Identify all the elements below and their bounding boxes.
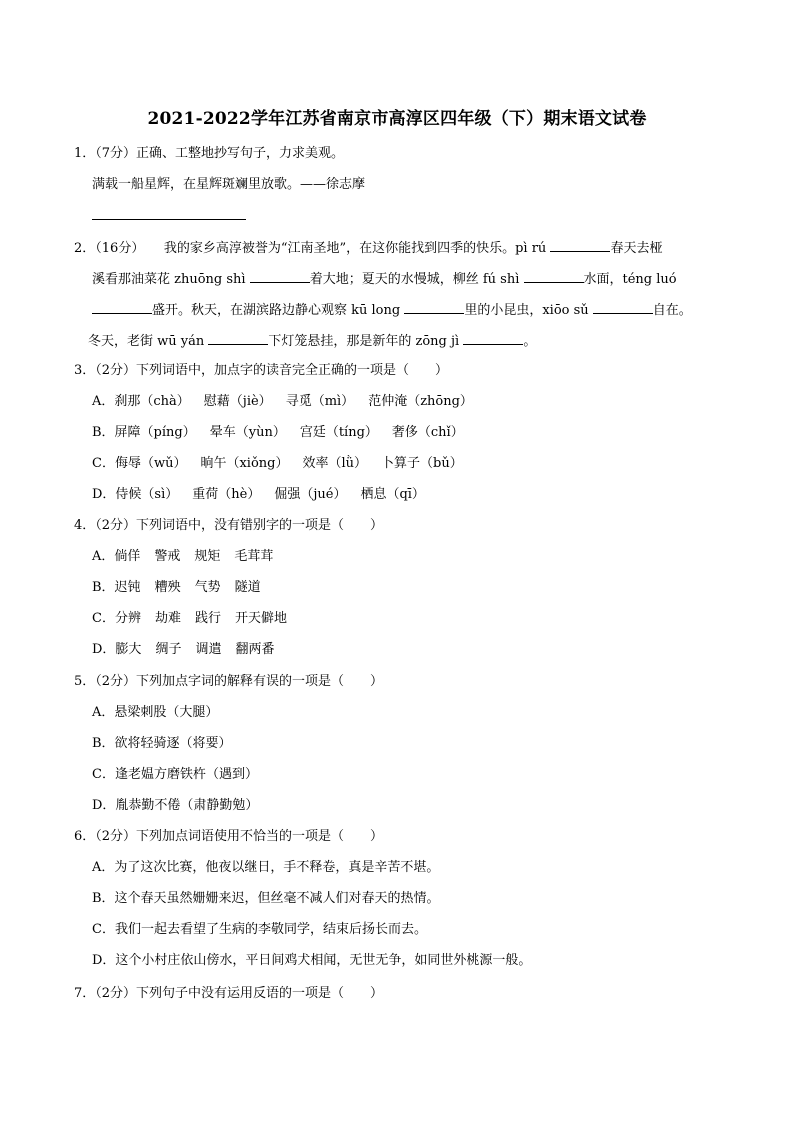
q2-blank-2[interactable] — [250, 269, 310, 283]
question-3-heading: 3．（2分）下列词语中，加点字的读音完全正确的一项是（ ） — [74, 363, 449, 378]
option-word: C．侮辱（wǔ） — [92, 456, 187, 471]
option-word: 栖息（qī） — [360, 487, 425, 502]
q2-blank-4[interactable] — [92, 300, 152, 314]
q2-text: 溪看那油菜花 zhuōng shì — [92, 272, 250, 287]
q2-text: 冬天，老街 wū yán — [88, 334, 209, 349]
option-word: D．膨大 — [92, 642, 142, 657]
question-6-option-d[interactable]: D．这个小村庄依山傍水，平日间鸡犬相闻，无世无争，如同世外桃源一般。 — [92, 953, 532, 968]
option-word: D．侍候（sì） — [92, 487, 179, 502]
option-word: 卜算子（bǔ） — [381, 456, 463, 471]
option-word: 调遣 — [195, 642, 222, 657]
question-1-heading: 1．（7分）正确、工整地抄写句子，力求美观。 — [74, 146, 345, 161]
question-4-option-c[interactable] — [92, 610, 301, 628]
option-word: 气势 — [194, 580, 221, 595]
q2-text: 盛开。秋天，在湖滨路边静心观察 kū long — [152, 303, 405, 318]
option-word: 效率（lǜ） — [302, 456, 367, 471]
question-5-option-d[interactable]: D．胤恭勤不倦（肃静勤勉） — [92, 798, 259, 813]
q2-text: 水面，téng luó — [583, 272, 677, 287]
question-6-option-c[interactable]: C．我们一起去看望了生病的李敬同学，结束后扬长而去。 — [92, 922, 427, 937]
option-word: A．倘佯 — [92, 549, 141, 564]
option-word: B．屏障（píng） — [92, 425, 196, 440]
question-4-heading: 4．（2分）下列词语中，没有错别字的一项是（ ） — [74, 518, 384, 533]
q2-text: 春天去桠 — [610, 241, 663, 256]
option-word: 绸子 — [155, 642, 182, 657]
option-word: 晕车（yùn） — [209, 425, 286, 440]
option-word: 隧道 — [234, 580, 261, 595]
q2-text: 2．（16分） 我的家乡高淳被誉为“江南圣地”，在这你能找到四季的快乐。pì rú — [74, 241, 551, 256]
q2-text: 自在。 — [652, 303, 692, 318]
option-word: 劫难 — [154, 611, 181, 626]
q2-text: 下灯笼悬挂，那是新年的 zōng jì — [268, 334, 464, 349]
option-word: 重荷（hè） — [192, 487, 261, 502]
option-word: 糟殃 — [154, 580, 181, 595]
option-word: B．迟钝 — [92, 580, 141, 595]
question-4-option-b[interactable] — [92, 579, 275, 597]
q2-blank-8[interactable] — [463, 331, 523, 345]
question-3-option-c[interactable] — [92, 455, 477, 473]
question-6-option-a[interactable]: A．为了这次比赛，他夜以继日，手不释卷，真是辛苦不堪。 — [92, 860, 440, 875]
question-7-heading: 7．（2分）下列句子中没有运用反语的一项是（ ） — [74, 986, 384, 1001]
question-2-line-3 — [92, 300, 692, 320]
option-word: 慰藉（jiè） — [203, 394, 272, 409]
question-4-option-a[interactable] — [92, 548, 287, 566]
option-word: A．刹那（chà） — [92, 394, 190, 409]
option-word: 警戒 — [154, 549, 181, 564]
option-word: 倔强（jué） — [274, 487, 347, 502]
q2-blank-7[interactable] — [208, 331, 268, 345]
option-word: 开天僻地 — [234, 611, 287, 626]
question-5-option-c[interactable]: C．逢老媪方磨铁杵（遇到） — [92, 767, 258, 782]
q2-blank-3[interactable] — [524, 269, 584, 283]
question-1-sentence: 满载一船星辉，在星辉斑斓里放歌。——徐志摩 — [92, 177, 366, 192]
question-3-option-b[interactable] — [92, 424, 478, 442]
question-3-option-a[interactable] — [92, 393, 487, 411]
option-word: 规矩 — [194, 549, 221, 564]
question-5-heading: 5．（2分）下列加点字词的解释有误的一项是（ ） — [74, 674, 384, 689]
q2-blank-1[interactable] — [550, 238, 610, 252]
option-word: C．分辨 — [92, 611, 141, 626]
question-5-option-a[interactable]: A．悬梁刺股（大腿） — [92, 705, 219, 720]
question-2-line-2 — [92, 269, 677, 289]
option-word: 宫廷（tíng） — [299, 425, 378, 440]
option-word: 翻两番 — [235, 642, 275, 657]
question-6-heading: 6．（2分）下列加点词语使用不恰当的一项是（ ） — [74, 829, 384, 844]
q2-blank-5[interactable] — [404, 300, 464, 314]
option-word: 范仲淹（zhōng） — [368, 394, 473, 409]
question-4-option-d[interactable] — [92, 641, 288, 659]
question-2-line-4 — [88, 331, 536, 351]
q2-text: 。 — [523, 334, 537, 349]
option-word: 践行 — [194, 611, 221, 626]
option-word: 寻觅（mì） — [285, 394, 355, 409]
question-2-line-1 — [74, 238, 662, 258]
question-3-option-d[interactable] — [92, 486, 439, 504]
option-word: 晌午（xiǒng） — [200, 456, 289, 471]
option-word: 毛茸茸 — [234, 549, 274, 564]
q2-text: 里的小昆虫，xiōo sǔ — [464, 303, 593, 318]
question-1-answer-line[interactable] — [92, 219, 246, 220]
question-6-option-b[interactable]: B．这个春天虽然姗姗来迟，但丝毫不减人们对春天的热情。 — [92, 891, 440, 906]
q2-blank-6[interactable] — [593, 300, 653, 314]
q2-text: 着大地；夏天的水慢城，柳丝 fú shì — [309, 272, 524, 287]
option-word: 奢侈（chǐ） — [391, 425, 464, 440]
question-5-option-b[interactable]: B．欲将轻骑逐（将要） — [92, 736, 232, 751]
page-title: 2021-2022学年江苏省南京市高淳区四年级（下）期末语文试卷 — [147, 109, 647, 129]
